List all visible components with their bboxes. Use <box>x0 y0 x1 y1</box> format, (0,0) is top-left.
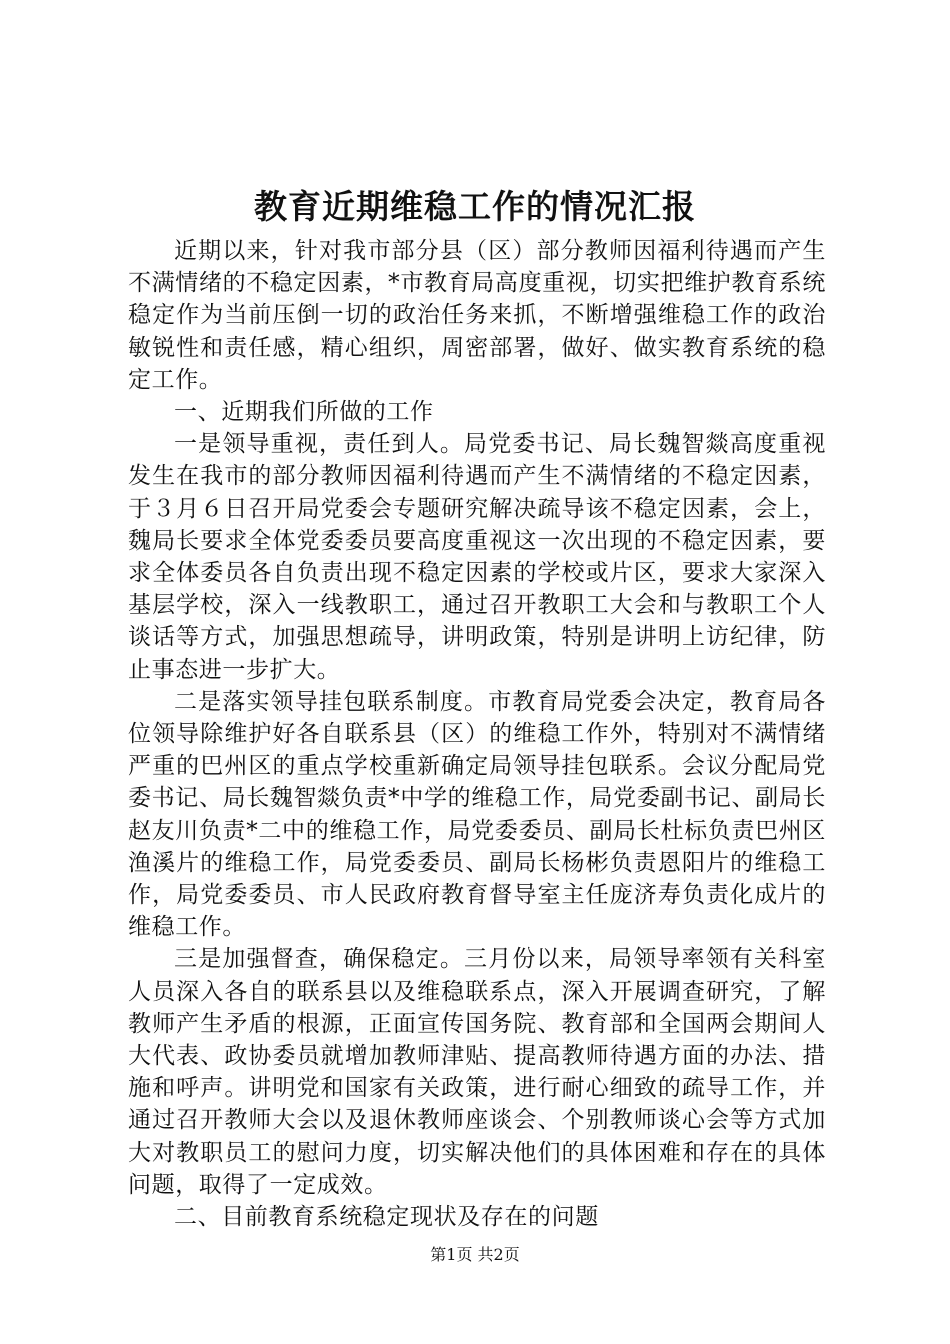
document-title: 教育近期维稳工作的情况汇报 <box>254 187 696 226</box>
document-body <box>128 235 826 1233</box>
section-heading-2: 二、目前教育系统稳定现状及存在的问题 <box>174 1204 599 1231</box>
paragraph-leadership: 一是领导重视，责任到人。局党委书记、局长魏智燚高度重视发生在我市的部分教师因福利待遇而产生不满情绪的不稳定因素，于３月６日召开局党委会专题研究解决疏导该不稳定因素，会上，魏局长要求全体党委委员要高度重视这一次出现的不稳定因素，要求全体委员各自负责出现不稳定因素的学校或片区，要求大家深入基层学校，深入一线教职工，通过召开教职工大会和与教职工个人谈话等方式，加强思想疏导，讲明政策，特别是讲明上访纪律，防止事态进一步扩大。 <box>128 431 826 683</box>
intro-paragraph: 近期以来，针对我市部分县（区）部分教师因福利待遇而产生不满情绪的不稳定因素，*市教育局高度重视，切实把维护教育系统稳定作为当前压倒一切的政治任务来抓，不断增强维稳工作的政治敏锐性和责任感，精心组织，周密部署，做好、做实教育系统的稳定工作。 <box>128 238 826 393</box>
section-heading-1: 一、近期我们所做的工作 <box>174 399 434 426</box>
paragraph-supervision: 三是加强督查，确保稳定。三月份以来，局领导率领有关科室人员深入各自的联系县以及维稳联系点，深入开展调查研究，了解教师产生矛盾的根源，正面宣传国务院、教育部和全国两会期间人大代表、政协委员就增加教师津贴、提高教师待遇方面的办法、措施和呼声。讲明党和国家有关政策，进行耐心细致的疏导工作，并通过召开教师大会以及退休教师座谈会、个别教师谈心会等方式加大对教职员工的慰问力度，切实解决他们的具体困难和存在的具体问题，取得了一定成效。 <box>128 946 826 1198</box>
paragraph-contact-system: 二是落实领导挂包联系制度。市教育局党委会决定，教育局各位领导除维护好各自联系县（区）的维稳工作外，特别对不满情绪严重的巴州区的重点学校重新确定局领导挂包联系。会议分配局党委书记、局长魏智燚负责*中学的维稳工作，局党委副书记、副局长赵友川负责*二中的维稳工作，局党委委员、副局长杜标负责巴州区渔溪片的维稳工作，局党委委员、副局长杨彬负责恩阳片的维稳工作，局党委委员、市人民政府教育督导室主任庞济寿负责化成片的维稳工作。 <box>128 688 826 941</box>
page-number-footer: 第1页 共2页 <box>430 1245 520 1264</box>
